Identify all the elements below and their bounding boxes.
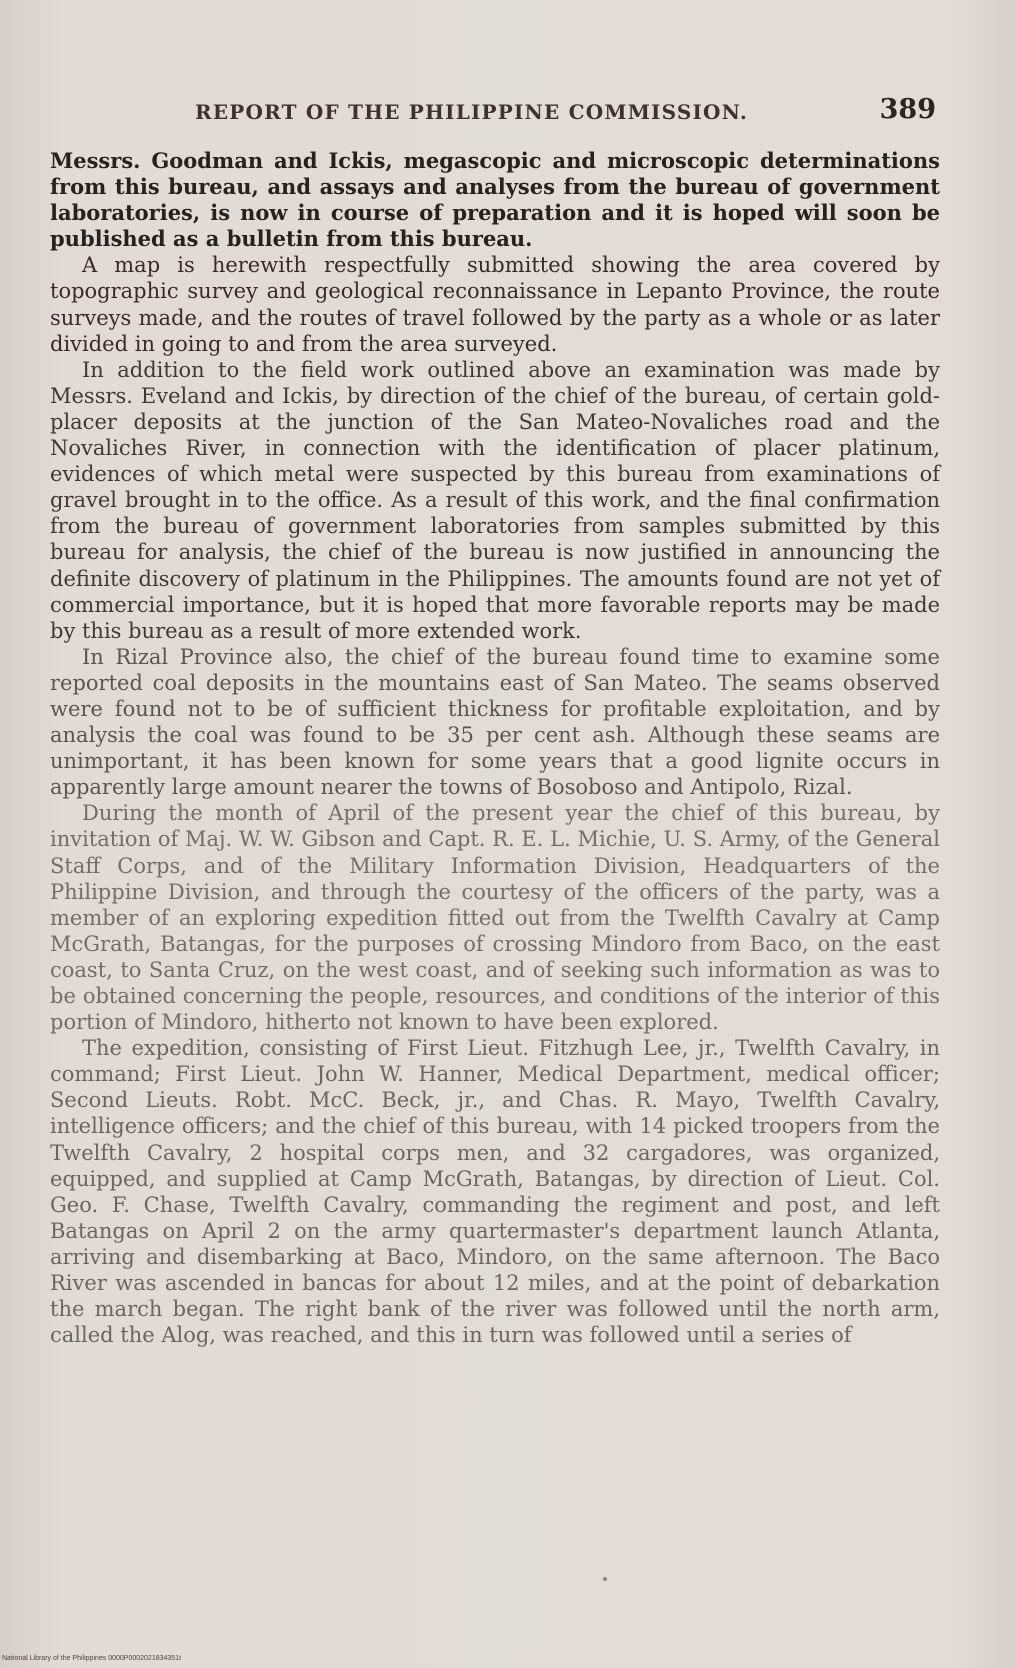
page-header [50,94,940,128]
page-number: 389 [879,94,936,125]
paragraph-5: During the month of April of the present year the chief of this bureau, by invitation of Maj. W. W. Gibson and Capt. R. E. L. Michie, U. S. Army, of the General Staff Corps, and of the Military Information Division, Headquarters of the Philippine Division, and through the courtesy of the officers of the party, was a member of an exploring expedition fitted out from the Twelfth Cavalry at Camp McGrath, Batangas, for the purposes of crossing Mindoro from Baco, on the east coast, to Santa Cruz, on the west coast, and of seeking such information as was to be obtained concerning the people, resources, and conditions of the interior of this portion of Mindoro, hitherto not known to have been explored. [50,801,940,1035]
paragraph-2: A map is herewith respectfully submitted showing the area covered by topographic survey and geological reconnaissance in Lepanto Province, the route surveys made, and the routes of travel followed by the party as a whole or as later divided in going to and from the area surveyed. [50,253,940,356]
paragraph-6: The expedition, consisting of First Lieut. Fitzhugh Lee, jr., Twelfth Cavalry, in command; First Lieut. John W. Hanner, Medical Department, medical officer; Second Lieuts. Robt. McC. Beck, jr., and Chas. R. Mayo, Twelfth Cavalry, intelligence officers; and the chief of this bureau, with 14 picked troopers from the Twelfth Cavalry, 2 hospital corps men, and 32 cargadores, was organized, equipped, and supplied at Camp McGrath, Batangas, by direction of Lieut. Col. Geo. F. Chase, Twelfth Cavalry, commanding the regiment and post, and left Batangas on April 2 on the army quartermaster's department launch Atlanta, arriving and disembarking at Baco, Mindoro, on the same afternoon. The Baco River was ascended in bancas for about 12 miles, and at the point of debarkation the march began. The right bank of the river was followed until the north arm, called the Alog, was reached, and this in turn was followed until a series of [50,1036,940,1348]
paragraph-4: In Rizal Province also, the chief of the bureau found time to examine some reported coal deposits in the mountains east of San Mateo. The seams observed were found not to be of sufficient thickness for profitable exploitation, and by analysis the coal was found to be 35 per cent ash. Although these seams are unimportant, it has been known for some years that a good lignite occurs in apparently large amount nearer the towns of Bosoboso and Antipolo, Rizal. [50,644,940,800]
running-head: REPORT OF THE PHILIPPINE COMMISSION. [195,100,749,124]
scan-speck [603,1577,607,1581]
scan-credit: National Library of the Philippines 0000P0002021834351t [2,1655,182,1662]
body-text [50,148,940,1348]
paragraph-1: Messrs. Goodman and Ickis, megascopic and microscopic determinations from this bureau, and assays and analyses from the bureau of government laboratories, is now in course of preparation and it is hoped will soon be published as a bulletin from this bureau. [50,148,940,252]
paragraph-3: In addition to the field work outlined above an examination was made by Messrs. Eveland and Ickis, by direction of the chief of the bureau, of certain gold-placer deposits at the junction of the San Mateo-Novaliches road and the Novaliches River, in connection with the identification of placer platinum, evidences of which metal were suspected by this bureau from examinations of gravel brought in to the office. As a result of this work, and the final confirmation from the bureau of government laboratories from samples submitted by this bureau for analysis, the chief of the bureau is now justified in announcing the definite discovery of platinum in the Philippines. The amounts found are not yet of commercial importance, but it is hoped that more favorable reports may be made by this bureau as a result of more extended work. [50,357,940,643]
